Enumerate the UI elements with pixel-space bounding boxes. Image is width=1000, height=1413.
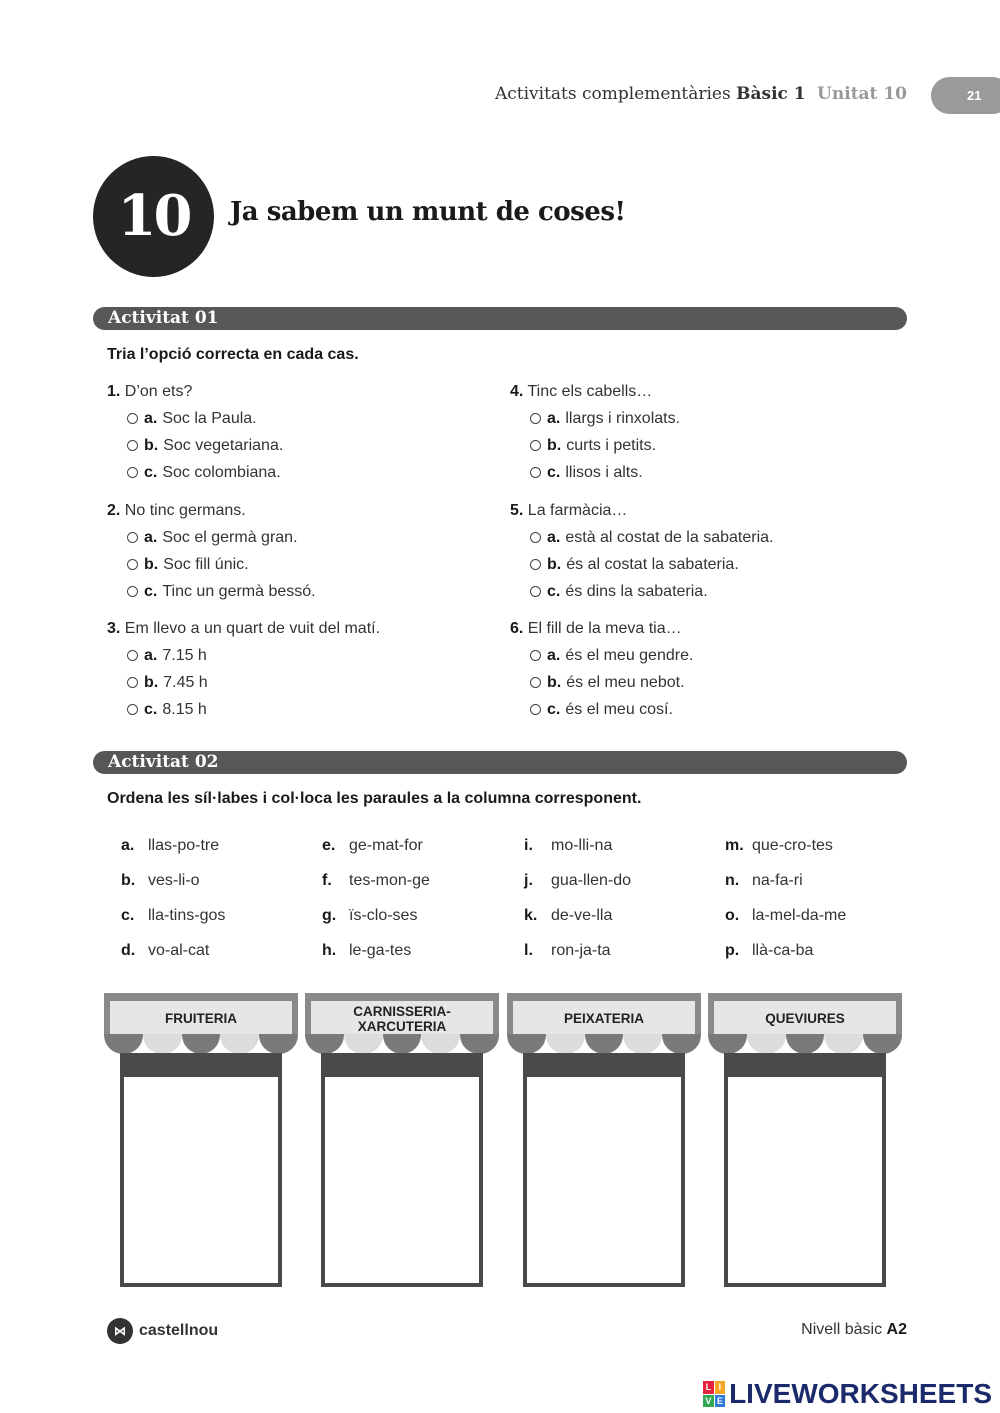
option-text: 7.15 h xyxy=(162,647,207,664)
question-text xyxy=(510,615,890,642)
radio-button[interactable] xyxy=(127,650,138,661)
syllable-item xyxy=(121,898,311,933)
publisher-icon: ⋈ xyxy=(107,1318,133,1344)
syllable-letter: m. xyxy=(725,837,744,854)
syllable-item xyxy=(524,933,714,968)
option-letter: a. xyxy=(547,647,561,664)
question-text xyxy=(107,497,487,524)
syllable-text: lla-tins-gos xyxy=(148,907,226,924)
question-3 xyxy=(107,615,487,723)
syllable-text: mo-lli-na xyxy=(551,837,613,854)
option-text: és al costat la sabateria. xyxy=(566,556,739,573)
syllable-item xyxy=(524,898,714,933)
awning-scallop xyxy=(383,1034,422,1054)
syllable-letter: k. xyxy=(524,907,538,924)
syllable-letter: c. xyxy=(121,907,135,924)
shop-stall xyxy=(507,993,701,1287)
question-text xyxy=(107,378,487,405)
lw-icon-letter: V xyxy=(703,1395,714,1408)
shop-wall xyxy=(523,1053,685,1073)
shop-sign: FRUITERIA xyxy=(110,1001,292,1036)
syllable-text: llà-ca-ba xyxy=(752,942,814,959)
syllable-letter: g. xyxy=(322,907,337,924)
option-text: és el meu nebot. xyxy=(566,674,685,691)
answer-option[interactable] xyxy=(107,551,487,578)
syllable-text: ge-mat-for xyxy=(349,837,423,854)
shop-stall xyxy=(305,993,499,1287)
option-letter: a. xyxy=(547,410,561,427)
option-text: Soc la Paula. xyxy=(162,410,257,427)
lw-icon-letter: I xyxy=(715,1381,726,1394)
option-text: curts i petits. xyxy=(566,437,657,454)
unit-number-badge: 10 xyxy=(93,156,214,277)
answer-option[interactable] xyxy=(510,432,890,459)
question-number: 4. xyxy=(510,383,524,400)
question-prompt: El fill de la meva tia… xyxy=(527,620,682,637)
awning-scallop xyxy=(507,1034,546,1054)
syllable-item xyxy=(322,898,512,933)
lw-icon-letter: E xyxy=(715,1395,726,1408)
awning-scallop xyxy=(585,1034,624,1054)
syllable-column xyxy=(322,828,512,968)
answer-option[interactable] xyxy=(107,696,487,723)
watermark-text: LIVEWORKSHEETS xyxy=(729,1378,992,1409)
radio-button[interactable] xyxy=(127,677,138,688)
question-2 xyxy=(107,497,487,605)
publisher-logo xyxy=(107,1318,218,1344)
activity1-instruction: Tria l’opció correcta en cada cas. xyxy=(107,346,359,363)
lw-icon-letter: L xyxy=(703,1381,714,1394)
header-level: Bàsic 1 xyxy=(736,84,806,104)
syllable-item xyxy=(121,933,311,968)
activity1-header: Activitat 01 xyxy=(93,307,907,330)
publisher-name: castellnou xyxy=(139,1322,219,1339)
header-unit: Unitat 10 xyxy=(817,84,907,104)
shop-stall xyxy=(708,993,902,1287)
syllable-letter: a. xyxy=(121,837,135,854)
radio-button[interactable] xyxy=(530,677,541,688)
answer-option[interactable] xyxy=(510,578,890,605)
syllable-item xyxy=(524,863,714,898)
question-5 xyxy=(510,497,890,605)
awning-scallop xyxy=(421,1034,460,1054)
liveworksheets-icon xyxy=(703,1381,725,1407)
radio-button[interactable] xyxy=(530,586,541,597)
awning-scallops xyxy=(104,1034,298,1054)
answer-option[interactable] xyxy=(107,524,487,551)
level-label xyxy=(801,1321,907,1339)
syllable-text: ves-li-o xyxy=(148,872,200,889)
answer-option[interactable] xyxy=(107,578,487,605)
option-letter: b. xyxy=(144,556,159,573)
shop-wall xyxy=(120,1053,282,1073)
awning-scallop xyxy=(143,1034,182,1054)
syllable-item xyxy=(725,828,915,863)
shop-wall xyxy=(724,1053,886,1073)
awning-scallops xyxy=(507,1034,701,1054)
question-prompt: Tinc els cabells… xyxy=(527,383,653,400)
option-letter: b. xyxy=(547,437,562,454)
option-text: està al costat de la sabateria. xyxy=(565,529,774,546)
option-text: 8.15 h xyxy=(162,701,207,718)
syllable-letter: b. xyxy=(121,872,136,889)
answer-option[interactable] xyxy=(510,459,890,486)
activity2-instruction: Ordena les síl·labes i col·loca les paraules a la columna corresponent. xyxy=(107,790,642,807)
awning-scallops xyxy=(305,1034,499,1054)
option-text: Soc vegetariana. xyxy=(163,437,284,454)
syllable-text: na-fa-ri xyxy=(752,872,803,889)
answer-option[interactable] xyxy=(510,551,890,578)
header-prefix: Activitats complementàries xyxy=(494,84,731,104)
radio-button[interactable] xyxy=(127,467,138,478)
option-letter: a. xyxy=(144,647,158,664)
syllable-item xyxy=(725,863,915,898)
awning-scallop xyxy=(623,1034,662,1054)
answer-option[interactable] xyxy=(510,642,890,669)
answer-drop-zone[interactable] xyxy=(724,1073,886,1287)
answer-drop-zone[interactable] xyxy=(120,1073,282,1287)
syllable-text: vo-al-cat xyxy=(148,942,210,959)
radio-button[interactable] xyxy=(127,704,138,715)
option-text: és el meu gendre. xyxy=(565,647,694,664)
syllable-text: ïs-clo-ses xyxy=(349,907,418,924)
question-number: 1. xyxy=(107,383,121,400)
question-1 xyxy=(107,378,487,486)
radio-button[interactable] xyxy=(127,559,138,570)
question-prompt: D’on ets? xyxy=(124,383,193,400)
option-text: 7.45 h xyxy=(163,674,208,691)
answer-option[interactable] xyxy=(107,432,487,459)
option-letter: b. xyxy=(144,437,159,454)
syllable-letter: p. xyxy=(725,942,740,959)
question-text xyxy=(107,615,487,642)
awning-scallop xyxy=(546,1034,585,1054)
activity2-header: Activitat 02 xyxy=(93,751,907,774)
shop-sign: QUEVIURES xyxy=(714,1001,896,1036)
syllable-item xyxy=(322,933,512,968)
option-text: Soc fill únic. xyxy=(163,556,249,573)
page-title: Ja sabem un munt de coses! xyxy=(230,197,626,227)
awning-scallop xyxy=(786,1034,825,1054)
syllable-item xyxy=(725,933,915,968)
awning-scallop xyxy=(863,1034,902,1054)
option-text: Soc el germà gran. xyxy=(162,529,298,546)
level-prefix: Nivell bàsic xyxy=(801,1321,883,1338)
awning-scallop xyxy=(824,1034,863,1054)
radio-button[interactable] xyxy=(530,704,541,715)
syllable-letter: e. xyxy=(322,837,336,854)
option-letter: c. xyxy=(144,464,158,481)
question-prompt: Em llevo a un quart de vuit del matí. xyxy=(124,620,381,637)
answer-option[interactable] xyxy=(107,642,487,669)
syllable-letter: o. xyxy=(725,907,740,924)
syllable-item xyxy=(725,898,915,933)
syllable-text: ron-ja-ta xyxy=(551,942,611,959)
option-letter: c. xyxy=(144,701,158,718)
liveworksheets-watermark xyxy=(703,1378,992,1410)
syllable-column xyxy=(725,828,915,968)
awning-scallop xyxy=(344,1034,383,1054)
radio-button[interactable] xyxy=(127,586,138,597)
option-text: és el meu cosí. xyxy=(565,701,673,718)
syllable-text: la-mel-da-me xyxy=(752,907,847,924)
radio-button[interactable] xyxy=(127,440,138,451)
syllable-text: gua-llen-do xyxy=(551,872,632,889)
option-text: Soc colombiana. xyxy=(162,464,281,481)
syllable-letter: f. xyxy=(322,872,332,889)
shop-stall xyxy=(104,993,298,1287)
syllable-letter: n. xyxy=(725,872,740,889)
awning-scallop xyxy=(460,1034,499,1054)
option-letter: c. xyxy=(547,583,561,600)
question-text xyxy=(510,497,890,524)
option-letter: c. xyxy=(547,701,561,718)
answer-drop-zone[interactable] xyxy=(321,1073,483,1287)
syllable-item xyxy=(524,828,714,863)
question-number: 2. xyxy=(107,502,121,519)
syllable-letter: i. xyxy=(524,837,533,854)
awning-scallop xyxy=(708,1034,747,1054)
question-6 xyxy=(510,615,890,723)
question-4 xyxy=(510,378,890,486)
level-code: A2 xyxy=(886,1321,907,1338)
syllable-letter: l. xyxy=(524,942,533,959)
shop-wall xyxy=(321,1053,483,1073)
option-letter: b. xyxy=(547,556,562,573)
radio-button[interactable] xyxy=(530,532,541,543)
syllable-letter: h. xyxy=(322,942,337,959)
awning-scallop xyxy=(220,1034,259,1054)
answer-option[interactable] xyxy=(510,696,890,723)
answer-option[interactable] xyxy=(107,459,487,486)
awning-scallop xyxy=(305,1034,344,1054)
question-number: 3. xyxy=(107,620,121,637)
syllable-column xyxy=(524,828,714,968)
shop-sign: CARNISSERIA-XARCUTERIA xyxy=(311,1001,493,1036)
syllable-text: de-ve-lla xyxy=(551,907,613,924)
syllable-text: llas-po-tre xyxy=(148,837,220,854)
option-letter: a. xyxy=(144,529,158,546)
option-letter: c. xyxy=(547,464,561,481)
awning-scallop xyxy=(662,1034,701,1054)
radio-button[interactable] xyxy=(530,413,541,424)
question-prompt: No tinc germans. xyxy=(124,502,246,519)
syllable-text: le-ga-tes xyxy=(349,942,412,959)
awning-scallop xyxy=(259,1034,298,1054)
running-header xyxy=(495,84,907,104)
option-text: llisos i alts. xyxy=(565,464,643,481)
option-letter: b. xyxy=(144,674,159,691)
syllable-letter: j. xyxy=(524,872,533,889)
syllable-text: tes-mon-ge xyxy=(349,872,430,889)
radio-button[interactable] xyxy=(127,532,138,543)
option-text: llargs i rinxolats. xyxy=(565,410,681,427)
syllable-item xyxy=(121,863,311,898)
awning-scallop xyxy=(182,1034,221,1054)
option-text: és dins la sabateria. xyxy=(565,583,708,600)
radio-button[interactable] xyxy=(530,650,541,661)
answer-option[interactable] xyxy=(510,524,890,551)
option-letter: a. xyxy=(547,529,561,546)
syllable-text: que-cro-tes xyxy=(752,837,833,854)
awning-scallop xyxy=(104,1034,143,1054)
option-text: Tinc un germà bessó. xyxy=(162,583,316,600)
answer-option[interactable] xyxy=(510,405,890,432)
awning-scallops xyxy=(708,1034,902,1054)
shop-sign: PEIXATERIA xyxy=(513,1001,695,1036)
page-number-badge: 21 xyxy=(931,77,1000,114)
syllable-item xyxy=(322,828,512,863)
answer-drop-zone[interactable] xyxy=(523,1073,685,1287)
radio-button[interactable] xyxy=(530,559,541,570)
option-letter: c. xyxy=(144,583,158,600)
question-text xyxy=(510,378,890,405)
radio-button[interactable] xyxy=(127,413,138,424)
question-prompt: La farmàcia… xyxy=(527,502,628,519)
syllable-column xyxy=(121,828,311,968)
syllable-item xyxy=(322,863,512,898)
syllable-letter: d. xyxy=(121,942,136,959)
answer-option[interactable] xyxy=(107,405,487,432)
question-number: 6. xyxy=(510,620,524,637)
radio-button[interactable] xyxy=(530,440,541,451)
answer-option[interactable] xyxy=(107,669,487,696)
question-number: 5. xyxy=(510,502,524,519)
awning-scallop xyxy=(747,1034,786,1054)
radio-button[interactable] xyxy=(530,467,541,478)
option-letter: a. xyxy=(144,410,158,427)
option-letter: b. xyxy=(547,674,562,691)
syllable-item xyxy=(121,828,311,863)
answer-option[interactable] xyxy=(510,669,890,696)
